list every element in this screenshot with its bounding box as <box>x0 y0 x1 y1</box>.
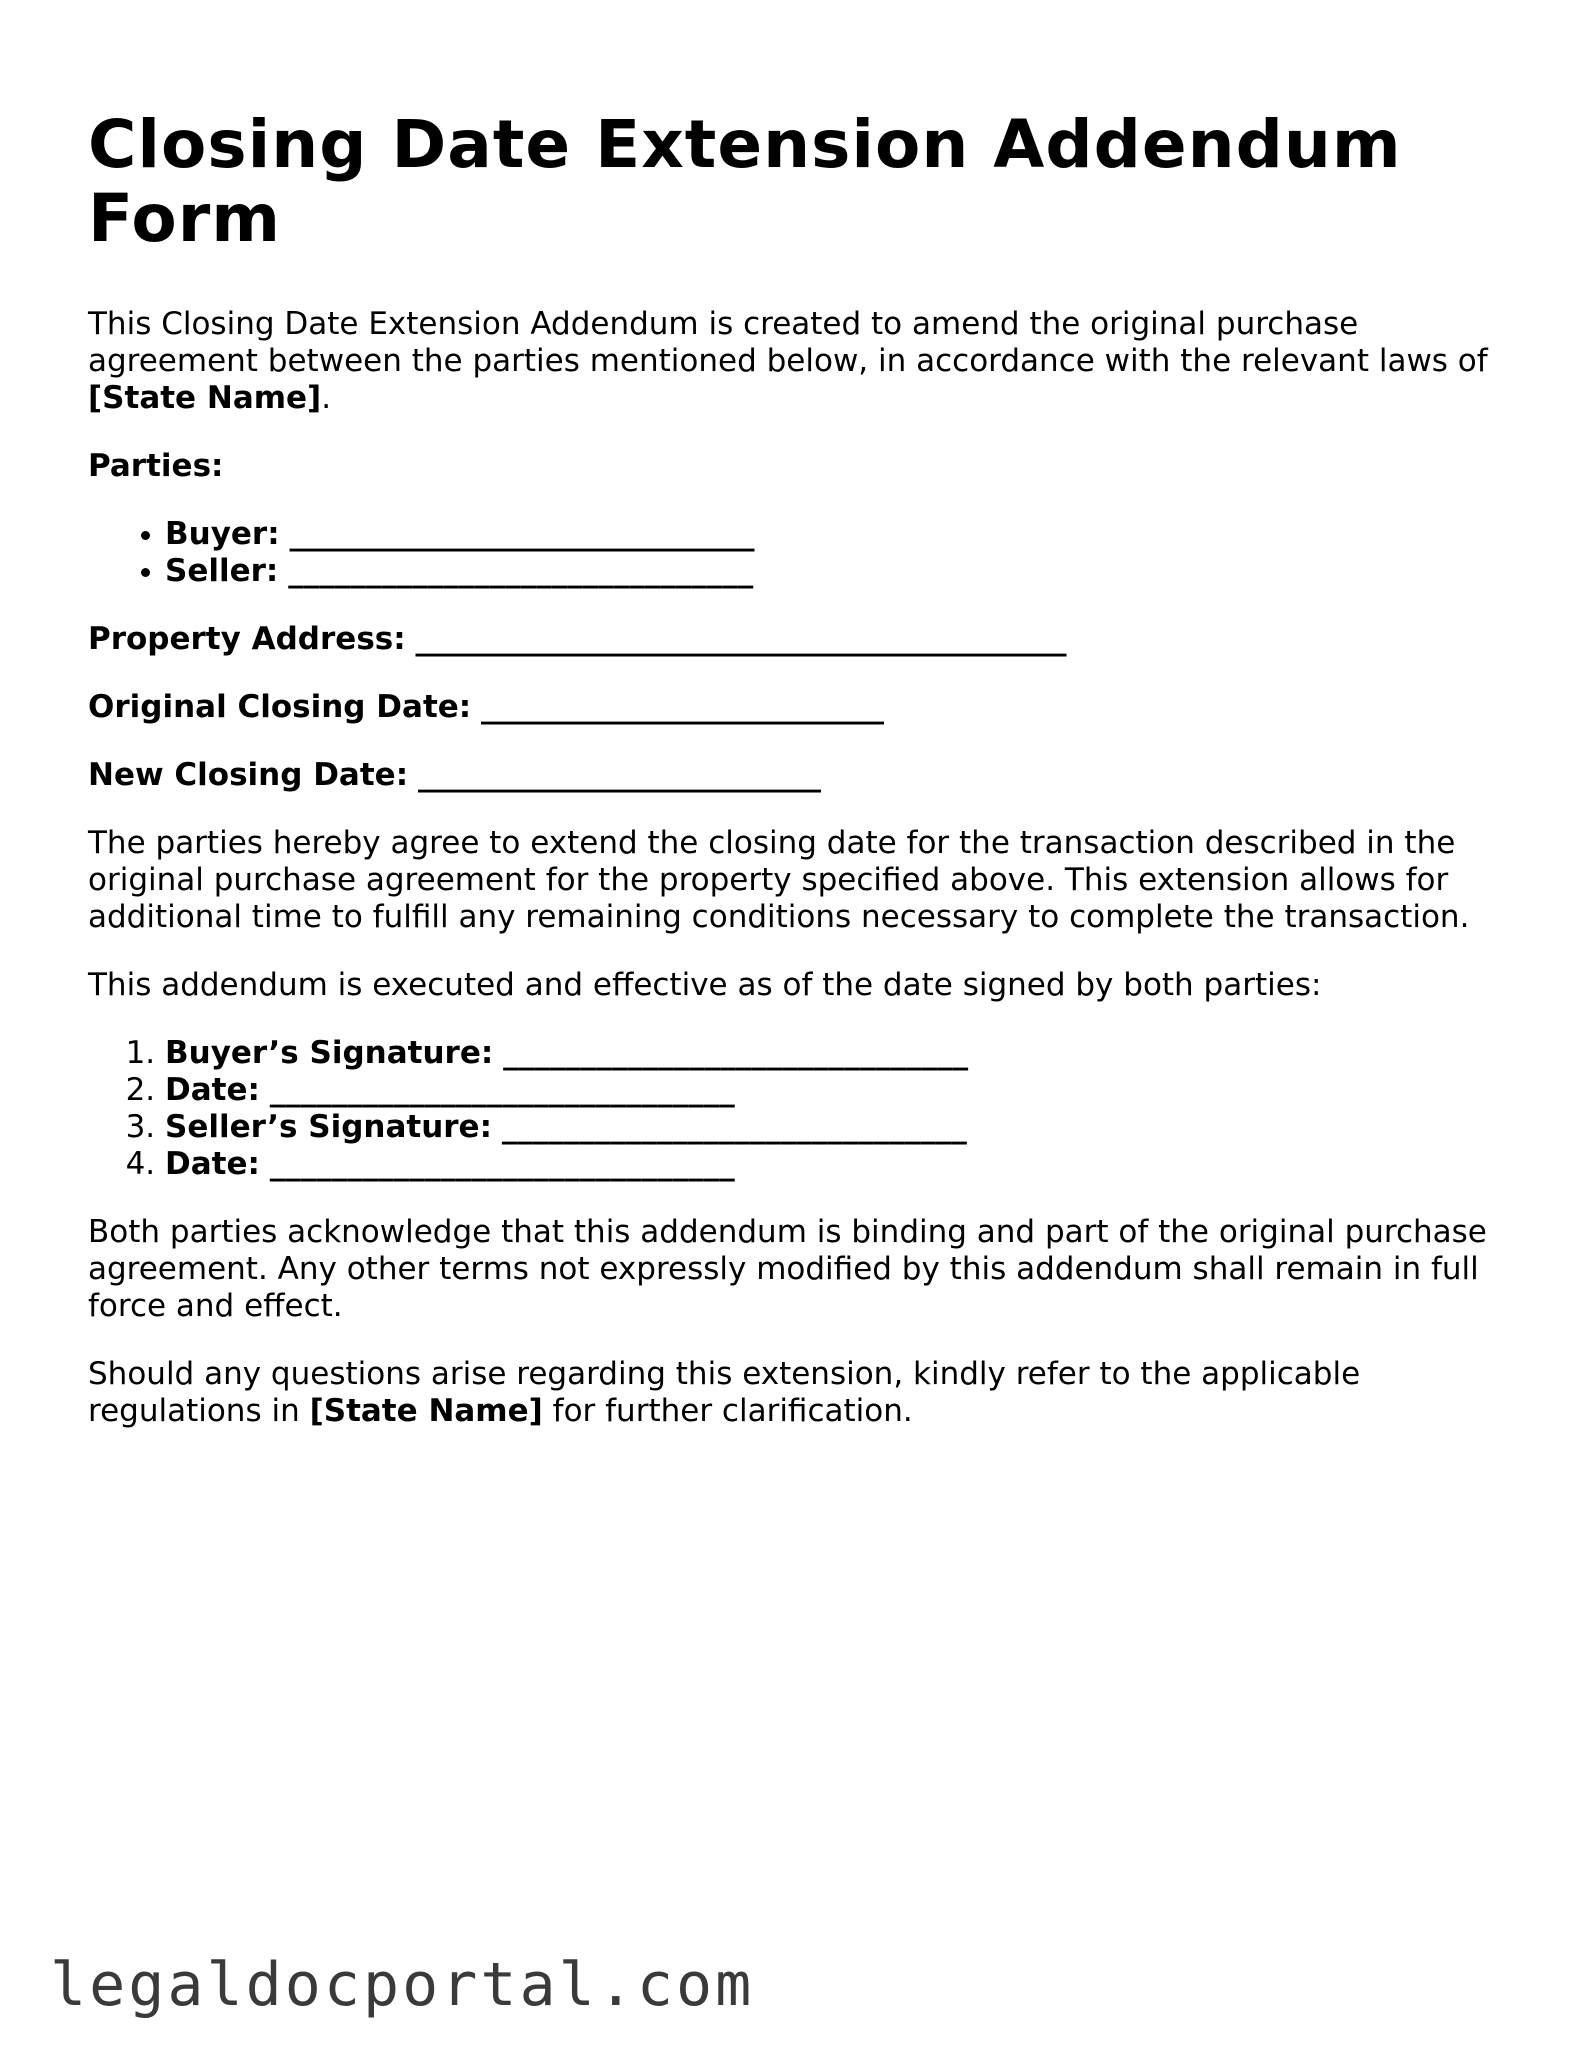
buyer-signature-label: Buyer’s Signature: <box>165 1035 494 1071</box>
acknowledgement-paragraph: Both parties acknowledge that this addendum is binding and part of the original purchase agreement. Any other terms not expressly modified by this addendum shall remain in full force and effect. <box>88 1214 1487 1324</box>
new-closing-date-row <box>88 757 1508 794</box>
list-item <box>165 1109 1508 1146</box>
closing-state-name-placeholder: [State Name] <box>309 1393 543 1429</box>
seller-date-blank-field[interactable]: ______________________________ <box>269 1146 735 1182</box>
signature-list <box>88 1035 1508 1183</box>
buyer-date-blank-field[interactable]: ______________________________ <box>269 1072 735 1108</box>
new-closing-date-blank-field[interactable]: __________________________ <box>417 757 821 793</box>
seller-date-label: Date: <box>165 1146 260 1182</box>
closing-text-end: for further clarification. <box>542 1393 913 1429</box>
page-title: Closing Date Extension Addendum Form <box>88 106 1402 257</box>
seller-label: Seller: <box>165 553 279 589</box>
property-address-label: Property Address: <box>88 621 406 657</box>
execution-paragraph: This addendum is executed and effective as of the date signed by both parties: <box>88 967 1322 1003</box>
intro-text: This Closing Date Extension Addendum is created to amend the original purchase agreement between the parties mentioned below, in accordance with the relevant laws of <box>88 306 1488 379</box>
original-closing-date-label: Original Closing Date: <box>88 689 472 725</box>
agreement-paragraph: The parties hereby agree to extend the closing date for the transaction described in the original purchase agreement for the property specified above. This extension allows for additional time to fulfill any remaining conditions necessary to complete the transaction. <box>88 825 1470 935</box>
original-closing-date-row <box>88 689 1508 726</box>
new-closing-date-label: New Closing Date: <box>88 757 409 793</box>
list-item <box>165 1072 1508 1109</box>
list-item <box>165 1146 1508 1183</box>
buyer-signature-blank-field[interactable]: ______________________________ <box>503 1035 969 1071</box>
seller-signature-label: Seller’s Signature: <box>165 1109 492 1145</box>
list-item <box>165 553 1508 590</box>
state-name-placeholder: [State Name] <box>88 380 322 416</box>
property-address-blank-field[interactable]: __________________________________________ <box>415 621 1067 657</box>
buyer-date-label: Date: <box>165 1072 260 1108</box>
seller-blank-field[interactable]: ______________________________ <box>288 553 754 589</box>
buyer-blank-field[interactable]: ______________________________ <box>289 516 755 552</box>
closing-paragraph <box>88 1356 1508 1430</box>
intro-paragraph <box>88 306 1508 417</box>
list-item <box>165 1035 1508 1072</box>
closing-text: Should any questions arise regarding this extension, kindly refer to the applicable regulations in <box>88 1356 1361 1429</box>
property-address-row <box>88 621 1508 658</box>
seller-signature-blank-field[interactable]: ______________________________ <box>501 1109 967 1145</box>
parties-heading: Parties: <box>88 448 224 484</box>
parties-list <box>88 516 1508 590</box>
original-closing-date-blank-field[interactable]: __________________________ <box>481 689 885 725</box>
site-watermark: legaldocportal.com <box>50 1950 755 2020</box>
list-item <box>165 516 1508 553</box>
buyer-label: Buyer: <box>165 516 280 552</box>
document-page <box>88 108 1508 1461</box>
intro-text-end: . <box>321 380 332 416</box>
